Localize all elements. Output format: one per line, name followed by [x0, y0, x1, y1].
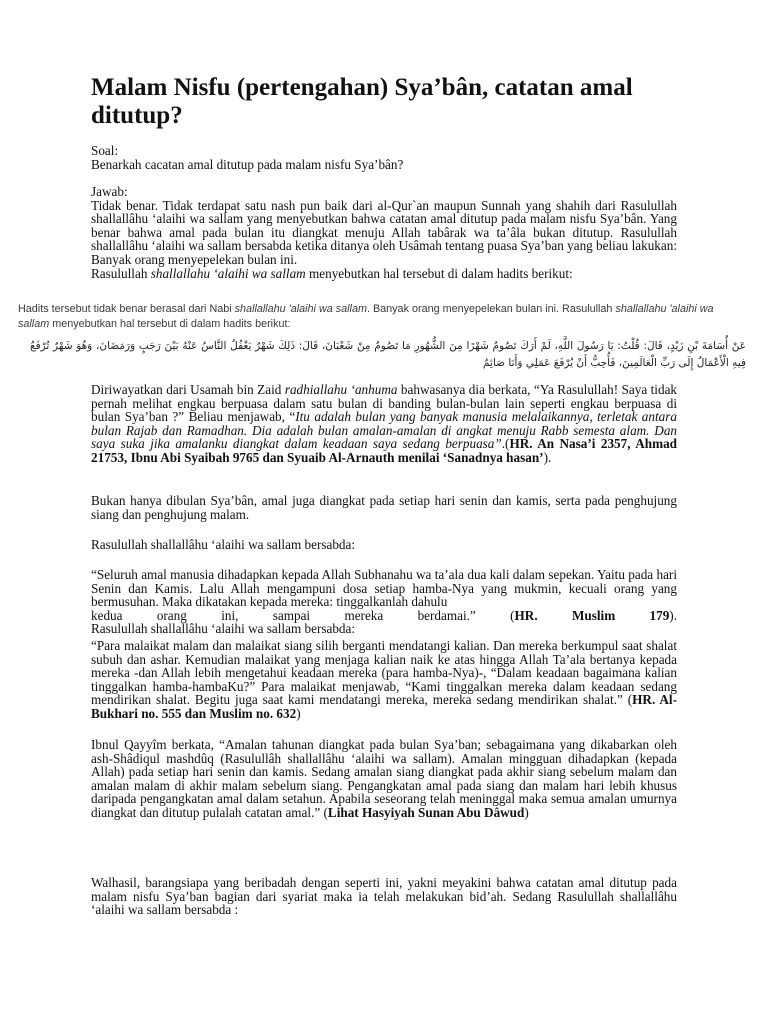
jawab-paragraph: Tidak benar. Tidak terdapat satu nash pun baik dari al-Qur`an maupun Sunnah yang shahih dari Rasulullah shallallâhu ‘alaihi wa sallam yang menyebutkan bahwa catatan amal ditutup pada malam nisfu Sya’bân. Yang benar bahwa amal pada bulan itu diangkat menuju Allah tabârak wa ta’âla bukan ditutup. Rasulullah shallallâhu ‘alaihi wa sallam bersabda ketika ditanya oleh Usâmah tentang puasa Sya’ban yang beliau lakukan: Banyak orang menyepelekan bulan ini.: [91, 197, 677, 267]
ibnul-qayyim-reference: Lihat Hasyiyah Sunan Abu Dâwud: [327, 804, 525, 820]
article-title: Malam Nisfu (pertengahan) Sya’bân, catatan amal ditutup?: [91, 74, 633, 129]
jawab-section: [91, 185, 677, 280]
salawat-italic: shallallahu ‘alaihi wa sallam: [150, 265, 306, 281]
walhasil-paragraph: Walhasil, barangsiapa yang beribadah dengan seperti ini, yakni meyakini bahwa catatan amal ditutup pada malam nisfu Sya’ban bagian dari syariat maka ia telah melakukan bid’ah. Sedang Rasulullah shallallâhu ‘alaihi wa sallam bersabda :: [91, 875, 677, 918]
hadith-2-reference: HR. Al-Bukhari no. 555 dan Muslim no. 632: [91, 692, 677, 721]
bersabda-line-2: Rasulullah shallallâhu ‘alaihi wa sallam bersabda:: [91, 621, 356, 637]
riwayat-paragraph: Diriwayatkan dari Usamah bin Zaid radhiallahu ‘anhuma bahwasanya dia berkata, “Ya Rasulullah! Saya tidak pernah melihat engkau berpuasa dalam satu bulan di banding bulan-bulan lain seperti engkau berpuasa di bulan Sya’ban ?” Beliau menjawab, “Itu adalah bulan yang banyak manusia melalaikannya, terletak antara bulan Rajab dan Ramadhan. Dia adalah bulan amalan-amalan di angkat menuju Rabb semesta alam. Dan saya suka jika amalanku diangkat dalam keadaan saya sedang berpuasa”.(HR. An Nasa’i 2357, Ahmad 21753, Ibnu Abi Syaibah 9765 dan Syuaib Al-Arnauth menilai ‘Sanadnya hasan’).: [91, 382, 678, 465]
soal-label: Soal:: [91, 143, 119, 158]
soal-question: Benarkah cacatan amal ditutup pada malam nisfu Sya’bân?: [91, 156, 404, 172]
hadith-1: [91, 568, 677, 636]
hadith-reference: HR. An Nasa’i 2357, Ahmad 21753, Ibnu Abi Syaibah 9765 dan Syuaib Al-Arnauth menilai ‘Sanadnya hasan’: [91, 436, 677, 465]
arabic-hadith-text: عَنْ أُسَامَةَ بْنِ زَيْدٍ، قَالَ: قُلْتُ: يَا رَسُولَ اللَّهِ، لَمْ أَرَكَ تَصُومُ شَهْرًا مِنَ الشُّهُورِ مَا تَصُومُ مِنْ شَعْبَانَ، قَالَ: ذَلِكَ شَهْرٌ يَغْفُلُ النَّاسُ عَنْهُ بَيْنَ رَجَبٍ وَرَمَضَانَ، وَهُوَ شَهْرٌ تُرْفَعُ فِيهِ الْأَعْمَالُ إِلَى رَبِّ الْعَالَمِينَ، فَأُحِبُّ أَنْ يُرْفَعَ عَمَلِي وَأَنَا صَائِمٌ: [30, 340, 746, 369]
pasted-screenshot-text: Hadits tersebut tidak benar berasal dari Nabi shallallahu 'alaihi wa sallam. Banyak orang menyepelekan bulan ini. Rasulullah shallallahu 'alaihi wa sallam menyebutkan hal tersebut di dalam hadits berikut:: [18, 303, 714, 330]
ibnul-qayyim-paragraph: Ibnul Qayyîm berkata, “Amalan tahunan diangkat pada bulan Sya’ban; sebagaimana yang dikabarkan oleh ash-Shâdiqul mashdûq (Rasulullâh shallallâhu ‘alaihi wa sallam). Amalan mingguan dihadapkan (kepada Allah) pada setiap hari senin dan kamis. Sedang amalan siang diangkat pada akhir siang sebelum malam dan amalan malam di akhir malam sebelum siang. Pengangkatan amal pada siang dan malam hari lebih khusus daripada pengangkatan amal dalam setahun. Apabila seseorang telah meninggal maka semua amalan umurnya diangkat dan ditutup pulalah catatan amal.” (Lihat Hasyiyah Sunan Abu Dâwud): [91, 737, 677, 820]
soal-section: [91, 144, 677, 171]
hadith-1-reference: HR. Muslim 179: [514, 607, 670, 623]
senin-kamis-paragraph: Bukan hanya dibulan Sya’bân, amal juga diangkat pada setiap hari senin dan kamis, serta pada penghujung siang dan penghujung malam.: [91, 493, 677, 522]
bersabda-line-1: Rasulullah shallallâhu ‘alaihi wa sallam bersabda:: [91, 537, 356, 552]
hadith-1-last-line: kedua orang ini, sampai mereka berdamai.” (HR. Muslim 179).: [91, 607, 677, 623]
hadith-1-text: “Seluruh amal manusia dihadapkan kepada Allah Subhanahu wa ta’ala dua kali dalam sepekan. Yaitu pada hari Senin dan Kamis. Lalu Allah mengampuni dosa setiap hamba-Nya yang mukmin, kecuali orang yang bermusuhan. Maka dikatakan kepada mereka: tinggalkanlah dahulu: [91, 567, 677, 610]
hadith-2: “Para malaikat malam dan malaikat siang silih berganti mendatangi kalian. Dan mereka berkumpul saat shalat subuh dan ashar. Kemudian malaikat yang menjaga kalian naik ke atas hingga Allah Ta’ala bertanya kepada mereka -dan Allah lebih mengetahui keadaan mereka (para hamba-Nya)-, “Dalam keadaan bagaimana kalian tinggalkan hamba-hambaKu?” Para malaikat menjawab, “Kami tinggalkan mereka dalam keadaan sedang mendirikan shalat. Begitu juga saat kami mendatangi mereka, mereka sedang mendirikan shalat.” (HR. Al-Bukhari no. 555 dan Muslim no. 632): [91, 638, 677, 721]
jawab-label: Jawab:: [91, 184, 128, 199]
jawab-paragraph-2: Rasulullah shallallahu ‘alaihi wa sallam menyebutkan hal tersebut di dalam hadits berikut:: [91, 265, 573, 281]
hadith-quote-italic: Itu adalah bulan yang banyak manusia melalaikannya, terletak antara bulan Rajab dan Ramadhan. Dia adalah bulan amalan-amalan di angkat menuju Rabb semesta alam. Dan saya suka jika amalanku diangkat dalam keadaan saya sedang berpuasa”: [91, 409, 677, 452]
